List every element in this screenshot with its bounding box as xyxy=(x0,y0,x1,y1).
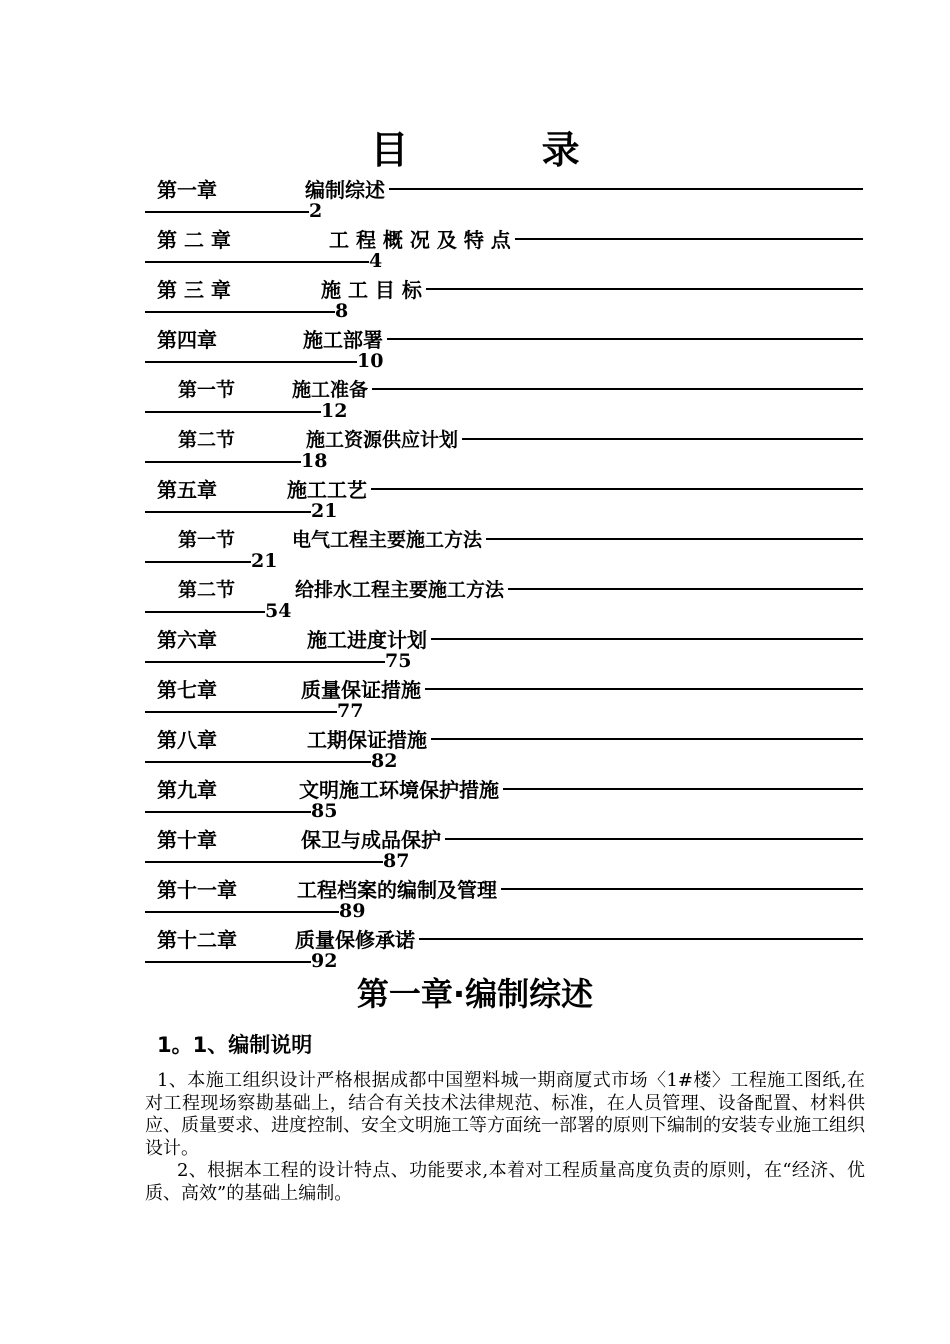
toc-leader-dashes xyxy=(431,638,863,640)
toc-leader-dashes xyxy=(145,861,383,863)
toc-entry-title: 文明施工环境保护措施 xyxy=(299,777,499,800)
toc-leader-dashes xyxy=(486,538,863,540)
toc-leader-dashes xyxy=(145,361,357,363)
toc-leader-dashes xyxy=(503,788,863,790)
toc-page-number: 12 xyxy=(321,400,348,422)
toc-entry-number: 第十二章 xyxy=(157,927,237,950)
toc-leader-dashes xyxy=(145,811,311,813)
toc-page-number: 54 xyxy=(265,600,292,622)
toc-leader-dashes xyxy=(431,738,863,740)
toc-leader-dashes xyxy=(145,511,311,513)
toc-entry-number: 第一节 xyxy=(178,528,236,550)
toc-entry[interactable] xyxy=(145,220,863,270)
toc-page-number: 18 xyxy=(301,450,328,472)
toc-title: 目 录 xyxy=(370,128,640,172)
toc-entry-title: 施 工 目 标 xyxy=(321,277,422,300)
toc-entry-title: 施工部署 xyxy=(303,327,383,350)
toc-leader-dashes xyxy=(389,188,863,190)
toc-leader-dashes xyxy=(508,588,863,590)
toc-entry[interactable] xyxy=(145,670,863,720)
toc-page-number: 2 xyxy=(309,200,323,222)
toc-page-number: 82 xyxy=(371,750,398,772)
toc-leader-dashes xyxy=(145,761,371,763)
toc-leader-dashes xyxy=(145,561,251,563)
toc-entry[interactable] xyxy=(145,320,863,370)
toc-leader-dashes xyxy=(145,711,337,713)
toc-entry-number: 第四章 xyxy=(157,327,217,350)
toc-page-number: 77 xyxy=(337,700,364,722)
toc-entry-number: 第十一章 xyxy=(157,877,237,900)
toc-entry-title: 给排水工程主要施工方法 xyxy=(295,578,505,600)
toc-entry-title: 施工资源供应计划 xyxy=(306,428,459,450)
toc-entry-title: 质量保修承诺 xyxy=(295,927,415,950)
section-heading: 1。1、编制说明 xyxy=(157,1033,313,1057)
toc-entry-title: 工 程 概 况 及 特 点 xyxy=(329,227,511,250)
toc-page-number: 85 xyxy=(311,800,338,822)
toc-leader-dashes xyxy=(145,661,385,663)
toc-entry-number: 第七章 xyxy=(157,677,217,700)
toc-leader-dashes xyxy=(419,938,863,940)
toc-entry[interactable] xyxy=(145,620,863,670)
toc-page-number: 10 xyxy=(357,350,384,372)
toc-entry-number: 第八章 xyxy=(157,727,217,750)
toc-entry[interactable] xyxy=(145,470,863,520)
toc-entry-number: 第五章 xyxy=(157,477,217,500)
toc-entry-title: 施工准备 xyxy=(292,378,369,400)
toc-entry-number: 第十章 xyxy=(157,827,217,850)
toc-entry-number: 第一章 xyxy=(157,177,217,200)
toc-leader-dashes xyxy=(145,611,265,613)
toc-leader-dashes xyxy=(445,838,863,840)
toc-page-number: 92 xyxy=(311,950,338,972)
toc-leader-dashes xyxy=(371,488,863,490)
toc-leader-dashes xyxy=(462,438,863,440)
paragraph: 2、根据本工程的设计特点、功能要求,本着对工程质量高度负责的原则，在“经济、优质、高效”的基础上编制。 xyxy=(145,1160,865,1204)
toc-entry-number: 第二节 xyxy=(178,578,236,600)
table-of-contents xyxy=(145,170,863,970)
toc-entry-title: 质量保证措施 xyxy=(301,677,421,700)
toc-entry-title: 工期保证措施 xyxy=(307,727,427,750)
body-text xyxy=(145,1070,865,1205)
toc-entry-number: 第 二 章 xyxy=(157,227,231,250)
toc-entry[interactable] xyxy=(145,870,863,920)
toc-leader-dashes xyxy=(426,288,863,290)
toc-leader-dashes xyxy=(387,338,863,340)
toc-page-number: 75 xyxy=(385,650,412,672)
toc-leader-dashes xyxy=(372,388,863,390)
paragraph: 1、本施工组织设计严格根据成都中国塑料城一期商厦式市场〈1#楼〉工程施工图纸,在对工程现场察勘基础上，结合有关技术法律规范、标准，在人员管理、设备配置、材料供应、质量要求、进度控制、安全文明施工等方面统一部署的原则下编制的安装专业施工组织设计。 xyxy=(145,1070,865,1159)
toc-entry[interactable] xyxy=(145,520,863,570)
toc-leader-dashes xyxy=(501,888,863,890)
toc-entry-title: 保卫与成品保护 xyxy=(301,827,441,850)
toc-entry[interactable] xyxy=(145,570,863,620)
toc-entry-number: 第九章 xyxy=(157,777,217,800)
toc-entry[interactable] xyxy=(145,920,863,970)
toc-leader-dashes xyxy=(145,261,369,263)
toc-leader-dashes xyxy=(145,411,321,413)
toc-leader-dashes xyxy=(145,461,301,463)
toc-leader-dashes xyxy=(145,211,309,213)
toc-entry-title: 施工工艺 xyxy=(287,477,367,500)
toc-entry[interactable] xyxy=(145,770,863,820)
toc-page-number: 8 xyxy=(335,300,349,322)
toc-leader-dashes xyxy=(145,311,335,313)
toc-entry-title: 施工进度计划 xyxy=(307,627,427,650)
chapter-heading: 第一章·编制综述 xyxy=(356,975,594,1013)
toc-entry[interactable] xyxy=(145,720,863,770)
toc-leader-dashes xyxy=(515,238,863,240)
toc-page-number: 4 xyxy=(369,250,383,272)
toc-entry-number: 第六章 xyxy=(157,627,217,650)
toc-page-number: 89 xyxy=(339,900,366,922)
toc-entry[interactable] xyxy=(145,420,863,470)
toc-entry[interactable] xyxy=(145,820,863,870)
toc-entry-number: 第二节 xyxy=(178,428,236,450)
toc-entry-title: 编制综述 xyxy=(305,177,385,200)
toc-leader-dashes xyxy=(145,911,339,913)
toc-entry-number: 第一节 xyxy=(178,378,236,400)
toc-entry[interactable] xyxy=(145,170,863,220)
toc-leader-dashes xyxy=(425,688,863,690)
toc-entry-title: 电气工程主要施工方法 xyxy=(292,528,483,550)
toc-leader-dashes xyxy=(145,961,311,963)
toc-page-number: 21 xyxy=(251,550,278,572)
toc-page-number: 21 xyxy=(311,500,338,522)
toc-entry-number: 第 三 章 xyxy=(157,277,231,300)
toc-page-number: 87 xyxy=(383,850,410,872)
toc-entry-title: 工程档案的编制及管理 xyxy=(297,877,497,900)
toc-entry[interactable] xyxy=(145,270,863,320)
toc-entry[interactable] xyxy=(145,370,863,420)
